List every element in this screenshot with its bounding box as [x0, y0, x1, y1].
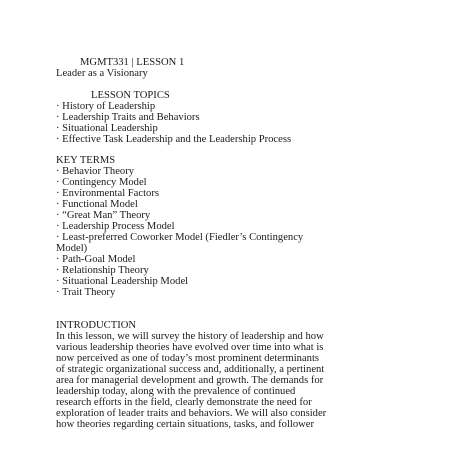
key-term-item: · Functional Model: [56, 199, 138, 210]
lesson-topic-item: · Leadership Traits and Behaviors: [56, 112, 200, 123]
introduction-paragraph-line: various leadership theories have evolved over time into what is: [56, 342, 324, 353]
lesson-subtitle: Leader as a Visionary: [56, 68, 148, 79]
course-lesson-title: MGMT331 | LESSON 1: [80, 57, 185, 68]
key-term-item: · Least-preferred Coworker Model (Fiedler’s Contingency: [56, 232, 304, 243]
introduction-paragraph-line: how theories regarding certain situations, tasks, and follower: [56, 419, 315, 430]
key-term-item: · Leadership Process Model: [56, 221, 175, 232]
introduction-paragraph-line: now perceived as one of today’s most prominent determinants: [56, 353, 320, 364]
key-term-item: · Environmental Factors: [56, 188, 159, 199]
introduction-paragraph-line: research efforts in the field, clearly demonstrate the need for: [56, 397, 312, 408]
key-term-item: · Trait Theory: [56, 287, 116, 298]
lesson-topics-heading: LESSON TOPICS: [91, 90, 170, 101]
introduction-paragraph-line: area for managerial development and growth. The demands for: [56, 375, 324, 386]
introduction-heading: INTRODUCTION: [56, 320, 137, 331]
key-term-item: · Behavior Theory: [56, 166, 135, 177]
key-terms-heading: KEY TERMS: [56, 155, 116, 166]
key-term-item: · Relationship Theory: [56, 265, 149, 276]
key-term-item: · “Great Man” Theory: [56, 210, 151, 221]
introduction-paragraph-line: leadership today, along with the prevalence of continued: [56, 386, 296, 397]
introduction-paragraph-line: exploration of leader traits and behaviors. We will also consider: [56, 408, 327, 419]
introduction-paragraph-line: of strategic organizational success and, additionally, a pertinent: [56, 364, 325, 375]
key-term-item: · Situational Leadership Model: [56, 276, 189, 287]
key-term-item: · Contingency Model: [56, 177, 147, 188]
lesson-topic-item: · History of Leadership: [56, 101, 156, 112]
key-term-item-continuation: Model): [56, 243, 88, 254]
introduction-paragraph-line: In this lesson, we will survey the history of leadership and how: [56, 331, 324, 342]
key-term-item: · Path-Goal Model: [56, 254, 136, 265]
lesson-topic-item: · Effective Task Leadership and the Leadership Process: [56, 134, 292, 145]
lesson-topic-item: · Situational Leadership: [56, 123, 158, 134]
